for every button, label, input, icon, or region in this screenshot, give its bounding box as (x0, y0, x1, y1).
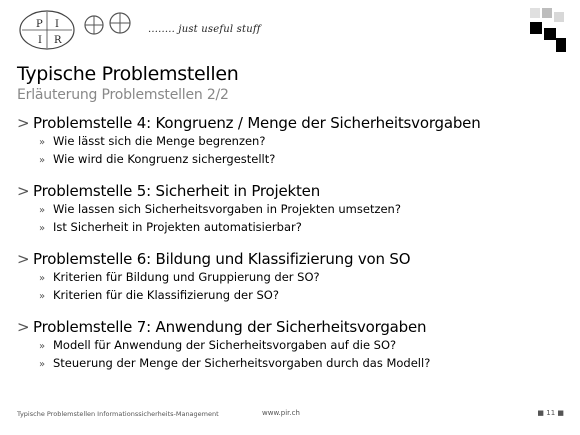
section-problemstelle-7 (17, 318, 567, 373)
logo-letter-r: R (54, 35, 62, 46)
sub-item: Wie lässt sich die Menge begrenzen? (53, 134, 266, 148)
sub-item: Steuerung der Menge der Sicherheitsvorgaben durch das Modell? (53, 356, 431, 370)
bullet-marker: > (17, 318, 30, 336)
section-problemstelle-4 (17, 114, 567, 169)
slide-title: Typische Problemstellen (17, 63, 239, 85)
sub-marker: » (39, 205, 46, 216)
section-heading: Problemstelle 6: Bildung und Klassifizierung von SO (33, 250, 411, 268)
logo-letter-i-top: I (55, 19, 59, 30)
bullet-marker: > (17, 114, 30, 132)
sub-item: Wie wird die Kongruenz sichergestellt? (53, 152, 276, 166)
logo-letter-i-bottom: I (38, 35, 42, 46)
sub-marker: » (39, 155, 46, 166)
section-heading: Problemstelle 5: Sicherheit in Projekten (33, 182, 321, 200)
logo-letter-p: P (36, 19, 43, 30)
pir-logo (14, 6, 154, 54)
footer-text: Typische Problemstellen Informationssicherheits-Management (17, 410, 219, 418)
sub-item: Wie lassen sich Sicherheitsvorgaben in Projekten umsetzen? (53, 202, 401, 216)
sub-item: Kriterien für Bildung und Gruppierung der SO? (53, 270, 320, 284)
page-number: ■ 11 ■ (537, 409, 564, 417)
bullet-marker: > (17, 250, 30, 268)
slide-subtitle: Erläuterung Problemstellen 2/2 (17, 87, 229, 103)
section-problemstelle-6 (17, 250, 567, 305)
sub-marker: » (39, 137, 46, 148)
section-problemstelle-5 (17, 182, 567, 237)
sub-item: Kriterien für die Klassifizierung der SO? (53, 288, 279, 302)
sub-marker: » (39, 359, 46, 370)
section-heading: Problemstelle 4: Kongruenz / Menge der Sicherheitsvorgaben (33, 114, 481, 132)
sub-marker: » (39, 291, 46, 302)
tagline: ........ just useful stuff (148, 24, 261, 35)
section-heading: Problemstelle 7: Anwendung der Sicherheitsvorgaben (33, 318, 427, 336)
sub-marker: » (39, 273, 46, 284)
footer-url: www.pir.ch (262, 409, 300, 417)
content-list (17, 114, 567, 386)
decorative-squares-icon (526, 8, 566, 54)
sub-marker: » (39, 223, 46, 234)
sub-item: Modell für Anwendung der Sicherheitsvorgaben auf die SO? (53, 338, 397, 352)
sub-item: Ist Sicherheit in Projekten automatisierbar? (53, 220, 302, 234)
bullet-marker: > (17, 182, 30, 200)
sub-marker: » (39, 341, 46, 352)
